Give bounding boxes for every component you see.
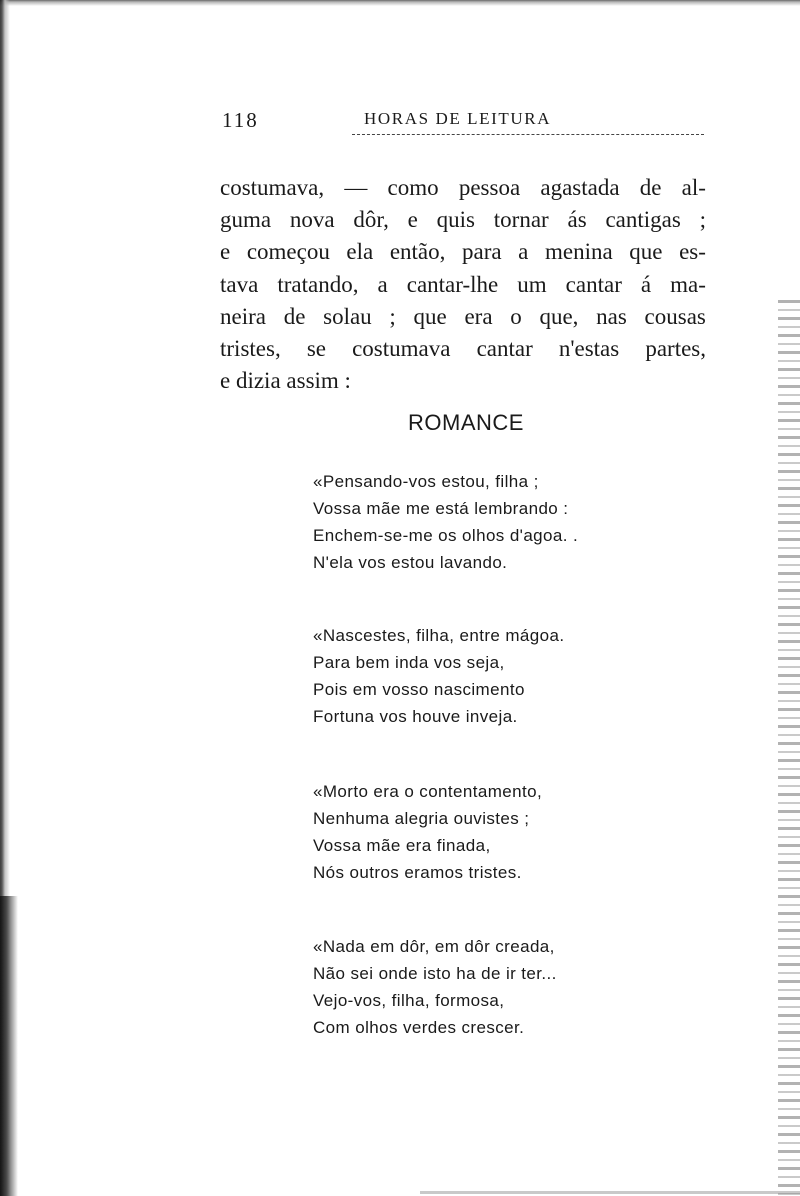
prose-word: nova: [289, 207, 335, 233]
prose-word: es-: [679, 239, 706, 265]
prose-word: dôr,: [353, 207, 389, 233]
prose-word: tristes,: [220, 336, 281, 362]
prose-word: a: [377, 271, 388, 297]
prose-word: de: [639, 175, 662, 200]
page-header: [222, 106, 712, 136]
prose-word: que: [413, 303, 447, 329]
prose-word: ;: [389, 303, 396, 329]
stanza: [313, 622, 673, 730]
prose-word: cantigas: [605, 207, 681, 233]
prose-word: agastada: [540, 175, 620, 200]
prose-word: a: [518, 239, 529, 265]
stanza: [313, 933, 673, 1041]
prose-word: o: [510, 303, 522, 329]
prose-word: tornar: [493, 207, 549, 233]
prose-word: costumava: [352, 336, 451, 362]
prose-word: pessoa: [458, 175, 521, 200]
prose-word: ;: [699, 207, 706, 233]
verse-line: N'ela vos estou lavando.: [313, 553, 508, 572]
prose-word: era: [464, 303, 493, 329]
prose-word: um: [517, 271, 547, 297]
scan-edge-top: [0, 0, 800, 6]
prose-word: começou: [246, 239, 330, 265]
prose-word: e: [220, 239, 231, 265]
prose-word: para: [461, 239, 502, 265]
verse-line: Não sei onde isto ha de ir ter...: [313, 964, 557, 983]
prose-word: cantar: [476, 336, 533, 362]
prose-word: cantar-lhe: [406, 271, 499, 297]
verse-line: Para bem inda vos seja,: [313, 653, 505, 672]
prose-word: menina: [544, 239, 613, 265]
verse-line: «Pensando-vos estou, filha ;: [313, 472, 539, 491]
scan-edge-bottom: [420, 1191, 800, 1194]
prose-word: n'estas: [558, 336, 620, 362]
prose-word: á: [640, 271, 652, 297]
verse-line: Pois em vosso nascimento: [313, 680, 525, 699]
prose-word: então,: [389, 239, 446, 265]
verse-line: Nós outros eramos tristes.: [313, 863, 522, 882]
verse-line: «Morto era o contentamento,: [313, 782, 543, 801]
stanza: [313, 468, 673, 576]
prose-word: como: [387, 175, 439, 200]
stanza: [313, 778, 673, 886]
prose-word: ás: [567, 207, 587, 233]
prose-word: solau: [323, 303, 372, 329]
prose-line: [220, 301, 706, 333]
prose-word: que: [629, 239, 663, 265]
prose-word: tava: [220, 271, 259, 297]
prose-word: tratando,: [277, 271, 359, 297]
prose-line: [220, 204, 706, 236]
section-title: ROMANCE: [408, 410, 524, 435]
verse-line: Vossa mãe me está lembrando :: [313, 499, 569, 518]
prose-word: nas: [596, 303, 627, 329]
verse-line: Vossa mãe era finada,: [313, 836, 491, 855]
header-rule: [352, 134, 704, 135]
prose-paragraph: [220, 172, 706, 397]
verse-line: «Nada em dôr, em dôr creada,: [313, 937, 555, 956]
prose-word: quis: [436, 207, 476, 233]
prose-word: guma: [220, 207, 272, 233]
verse-line: Fortuna vos houve inveja.: [313, 707, 518, 726]
prose-word: costumava,: [220, 175, 325, 200]
prose-word: e: [407, 207, 418, 233]
prose-word: ma-: [670, 271, 706, 297]
prose-word: que,: [539, 303, 579, 329]
prose-line: [220, 236, 706, 268]
prose-line: [220, 333, 706, 365]
verse-line: Enchem-se-me os olhos d'agoa. .: [313, 526, 579, 545]
prose-word: —: [344, 175, 368, 200]
running-head: HORAS DE LEITURA: [364, 109, 552, 128]
scan-edge-bottom-left: [0, 896, 18, 1196]
prose-word: ela: [346, 239, 374, 265]
prose-word: se: [306, 336, 326, 362]
prose-word: cousas: [644, 303, 706, 329]
verse-line: «Nascestes, filha, entre mágoa.: [313, 626, 565, 645]
scan-edge-right: [778, 300, 800, 1196]
prose-word: al-: [681, 175, 706, 200]
prose-line: [220, 172, 706, 204]
prose-word: cantar: [565, 271, 622, 297]
prose-word: partes,: [645, 336, 706, 362]
verse-line: Vejo-vos, filha, formosa,: [313, 991, 505, 1010]
prose-line: [220, 269, 706, 301]
page-number: 118: [222, 108, 259, 132]
verse-line: Com olhos verdes crescer.: [313, 1018, 525, 1037]
prose-word: de: [283, 303, 306, 329]
prose-line: e dizia assim :: [220, 368, 351, 394]
prose-word: neira: [220, 303, 266, 329]
verse-line: Nenhuma alegria ouvistes ;: [313, 809, 530, 828]
